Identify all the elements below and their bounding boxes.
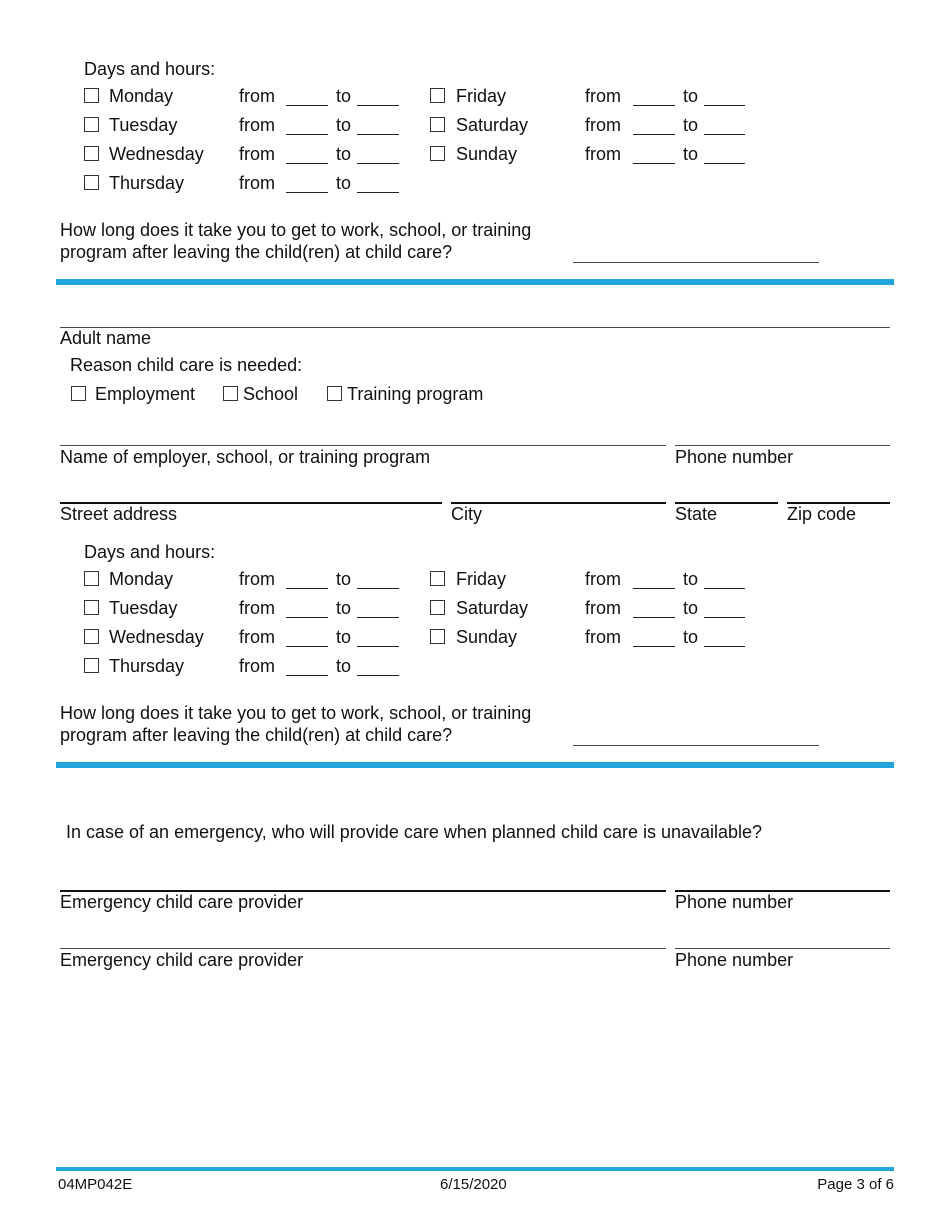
wednesday-from-input[interactable] [286,646,328,647]
wednesday-to-input[interactable] [357,646,399,647]
reason-school-label: School [243,384,299,404]
from-label: from [239,569,275,589]
thursday-checkbox[interactable] [84,658,99,673]
monday-from-input[interactable] [286,588,328,589]
reason-employment-label: Employment [95,384,196,404]
day-label-saturday: Saturday [456,598,529,618]
from-label: from [585,144,621,164]
to-label: to [683,598,699,618]
commute-question-line-2: program after leaving the child(ren) at child care? [60,725,453,745]
saturday-from-input[interactable] [633,617,675,618]
days-hours-label: Days and hours: [84,542,216,562]
section-divider-bar [56,279,894,285]
commute-question-line-1: How long does it take you to get to work, school, or training [60,703,532,723]
zip-code-label: Zip code [787,504,857,524]
day-label-monday: Monday [109,569,174,589]
sunday-to-input[interactable] [704,646,745,647]
commute-question-line-2: program after leaving the child(ren) at child care? [60,242,453,262]
tuesday-from-input[interactable] [286,134,328,135]
day-label-sunday: Sunday [456,144,518,164]
monday-checkbox[interactable] [84,571,99,586]
friday-checkbox[interactable] [430,88,445,103]
friday-to-input[interactable] [704,105,745,106]
thursday-from-input[interactable] [286,675,328,676]
adult-name-input[interactable] [60,327,890,328]
saturday-from-input[interactable] [633,134,675,135]
from-label: from [585,598,621,618]
phone-label: Phone number [675,892,794,912]
form-id: 04MP042E [58,1176,133,1193]
page-number: Page 3 of 6 [817,1176,894,1193]
reason-label: Reason child care is needed: [70,355,303,375]
commute-time-input[interactable] [573,745,819,746]
to-label: to [683,144,699,164]
wednesday-to-input[interactable] [357,163,399,164]
emergency-question: In case of an emergency, who will provide care when planned child care is unavailable? [66,822,763,842]
saturday-to-input[interactable] [704,134,745,135]
thursday-to-input[interactable] [357,675,399,676]
day-label-friday: Friday [456,569,507,589]
sunday-checkbox[interactable] [430,629,445,644]
commute-question-line-1: How long does it take you to get to work, school, or training [60,220,532,240]
tuesday-to-input[interactable] [357,134,399,135]
to-label: to [336,656,352,676]
to-label: to [683,569,699,589]
city-label: City [451,504,482,524]
state-label: State [675,504,718,524]
day-label-wednesday: Wednesday [109,627,204,647]
tuesday-from-input[interactable] [286,617,328,618]
from-label: from [239,173,275,193]
to-label: to [336,627,352,647]
day-label-tuesday: Tuesday [109,115,178,135]
tuesday-checkbox[interactable] [84,117,99,132]
adult-name-label: Adult name [60,328,152,348]
day-label-saturday: Saturday [456,115,529,135]
to-label: to [683,115,699,135]
thursday-checkbox[interactable] [84,175,99,190]
friday-from-input[interactable] [633,588,675,589]
to-label: to [336,144,352,164]
friday-from-input[interactable] [633,105,675,106]
to-label: to [336,115,352,135]
employer-name-input[interactable] [60,445,666,446]
day-label-thursday: Thursday [109,173,185,193]
street-address-label: Street address [60,504,178,524]
day-label-thursday: Thursday [109,656,185,676]
thursday-to-input[interactable] [357,192,399,193]
phone-label: Phone number [675,950,794,970]
from-label: from [239,656,275,676]
thursday-from-input[interactable] [286,192,328,193]
monday-checkbox[interactable] [84,88,99,103]
saturday-checkbox[interactable] [430,600,445,615]
day-label-sunday: Sunday [456,627,518,647]
days-hours-label: Days and hours: [84,59,216,79]
friday-to-input[interactable] [704,588,745,589]
commute-time-input[interactable] [573,262,819,263]
from-label: from [239,144,275,164]
tuesday-checkbox[interactable] [84,600,99,615]
to-label: to [336,86,352,106]
from-label: from [585,115,621,135]
monday-to-input[interactable] [357,588,399,589]
emergency-phone-input-2[interactable] [675,948,890,949]
sunday-to-input[interactable] [704,163,745,164]
footer-bar [56,1167,894,1171]
to-label: to [336,569,352,589]
employer-phone-input[interactable] [675,445,890,446]
training-program-checkbox[interactable] [327,386,342,401]
saturday-to-input[interactable] [704,617,745,618]
tuesday-to-input[interactable] [357,617,399,618]
sunday-checkbox[interactable] [430,146,445,161]
to-label: to [336,598,352,618]
form-date: 6/15/2020 [440,1176,507,1193]
wednesday-checkbox[interactable] [84,146,99,161]
school-checkbox[interactable] [223,386,238,401]
emergency-provider-label: Emergency child care provider [60,950,304,970]
from-label: from [585,86,621,106]
from-label: from [585,569,621,589]
emergency-provider-label: Emergency child care provider [60,892,304,912]
friday-checkbox[interactable] [430,571,445,586]
reason-training-label: Training program [347,384,484,404]
from-label: from [239,115,275,135]
to-label: to [683,86,699,106]
employer-label: Name of employer, school, or training program [60,447,431,467]
phone-label: Phone number [675,447,794,467]
emergency-provider-input-2[interactable] [60,948,666,949]
section-divider-bar [56,762,894,768]
day-label-tuesday: Tuesday [109,598,178,618]
to-label: to [683,627,699,647]
day-label-monday: Monday [109,86,174,106]
day-label-friday: Friday [456,86,507,106]
monday-to-input[interactable] [357,105,399,106]
wednesday-from-input[interactable] [286,163,328,164]
from-label: from [585,627,621,647]
monday-from-input[interactable] [286,105,328,106]
to-label: to [336,173,352,193]
sunday-from-input[interactable] [633,163,675,164]
from-label: from [239,598,275,618]
wednesday-checkbox[interactable] [84,629,99,644]
from-label: from [239,86,275,106]
sunday-from-input[interactable] [633,646,675,647]
from-label: from [239,627,275,647]
city-input[interactable] [451,502,666,504]
employment-checkbox[interactable] [71,386,86,401]
saturday-checkbox[interactable] [430,117,445,132]
day-label-wednesday: Wednesday [109,144,204,164]
